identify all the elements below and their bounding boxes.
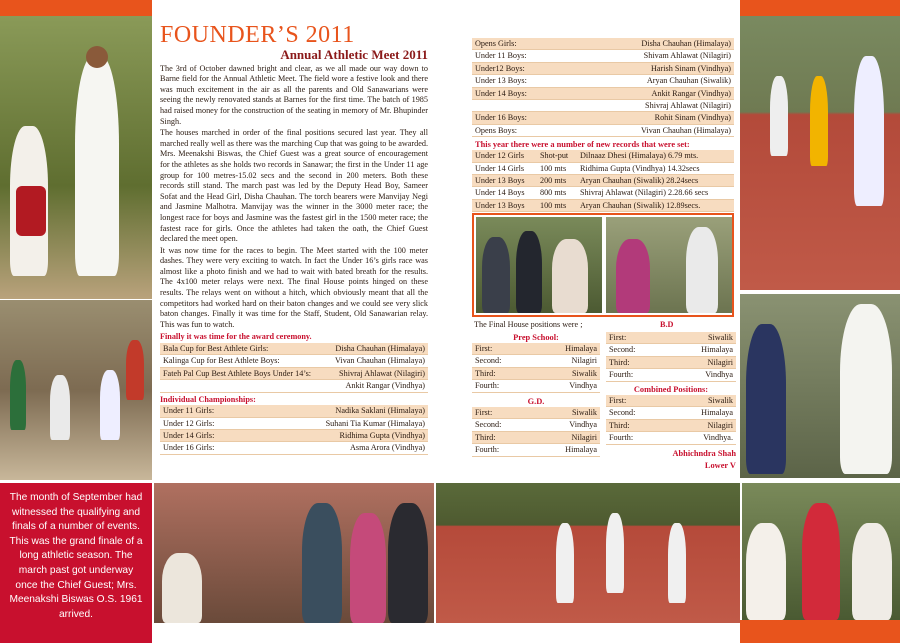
age-group: Under 16 Boys: (472, 112, 571, 124)
age-group: Under12 Boys: (472, 62, 571, 74)
table-row (472, 62, 734, 74)
championships-continued-table (472, 38, 734, 137)
house: Siwalik (666, 332, 736, 344)
position: Fourth: (606, 432, 666, 444)
article-subtitle: Annual Athletic Meet 2011 (280, 47, 428, 62)
table-row (472, 124, 734, 136)
table-row (472, 162, 734, 174)
table-row (472, 87, 734, 99)
bd-title: B.D (660, 320, 674, 329)
guests-photo-frame (472, 213, 734, 317)
bottom-right-accent-bar (740, 620, 900, 643)
table-row (472, 407, 600, 419)
gd-title: G.D. (527, 397, 545, 406)
house: Nilagiri (531, 431, 600, 443)
position: Second: (606, 407, 666, 419)
champion: Ankit Rangar (Vindhya) (571, 87, 734, 99)
house: Vindhya (531, 419, 600, 431)
positions-table (606, 332, 736, 382)
article-paragraph: The 3rd of October dawned bright and clear, as we all made our way down to Barne field for the Annual Athletic Meet. The field wore a festive look and there was much excitement in the air as all the parents and Old Sanawarians were seeing the newly renovated stands at Barnes for the first time. The batch of 1985 had raised money for the construction of the seating in memory of Mr. Bhupinder Singh. (160, 63, 428, 126)
record-group: Under 13 Boys (472, 199, 537, 211)
championships-heading: Individual Championships: (160, 394, 256, 404)
records-table (472, 150, 734, 212)
results-column (472, 38, 734, 212)
award-winner: Ankit Rangar (Vindhya) (325, 380, 428, 392)
house: Himalaya (666, 407, 736, 419)
record-result: Dilnaaz Dhesi (Himalaya) 6.79 mts. (577, 150, 734, 162)
table-row (160, 380, 428, 392)
girls-race-photo (436, 483, 740, 623)
relay-race-photo (0, 300, 152, 480)
top-right-accent-bar (740, 0, 900, 16)
table-row (472, 343, 600, 355)
record-event: Shot-put (537, 150, 577, 162)
intro-caption: The month of September had witnessed the qualifying and finals of a number of events. This was the grand finale of a long athletic season. The march past got underway once the Chief Guest; Mrs. Meenakshi Biswas O.S. 1961 arrived. (0, 483, 152, 643)
table-row (472, 380, 600, 392)
position: Third: (606, 356, 666, 368)
age-group: Under 16 Girls: (160, 442, 255, 454)
champion: Asma Arora (Vindhya) (255, 442, 429, 454)
records-heading: This year there were a number of new records that were set: (475, 140, 690, 150)
record-event: 200 mts (537, 175, 577, 187)
age-group: Under 14 Girls: (160, 430, 255, 442)
champion: Vivan Chauhan (Himalaya) (571, 124, 734, 136)
table-row (472, 444, 600, 456)
sprint-race-photo (740, 16, 900, 290)
position: First: (472, 407, 531, 419)
award-winner: Vivan Chauhan (Himalaya) (325, 355, 428, 367)
position: First: (606, 332, 666, 344)
award-name: Bala Cup for Best Athlete Girls: (160, 343, 325, 355)
table-row (160, 355, 428, 367)
record-result: Aryan Chauhan (Siwalik) 28.24secs (577, 175, 734, 187)
table-row (160, 442, 428, 454)
table-row (160, 367, 428, 379)
trophy-winners-photo (742, 483, 900, 620)
author-name: Abhichndra Shah (672, 449, 736, 458)
award-winner: Shivraj Ahlawat (Nilagiri) (325, 367, 428, 379)
record-event: 100 mts (537, 162, 577, 174)
position: Third: (472, 431, 531, 443)
champion: Suhani Tia Kumar (Himalaya) (255, 417, 429, 429)
champion: Harish Sinam (Vindhya) (571, 62, 734, 74)
table-row (472, 112, 734, 124)
award-handover-photo (740, 294, 900, 478)
gd-positions (472, 396, 600, 457)
award-winner: Disha Chauhan (Himalaya) (325, 343, 428, 355)
table-row (472, 75, 734, 87)
house: Nilagiri (666, 356, 736, 368)
page-title: FOUNDER’S 2011 (160, 22, 355, 48)
article-paragraph: The houses marched in order of the final positions secured last year. They all marched really well as there was the marching Cup that was going to be awarded. Mrs. Meenakshi Biswas, the Chief Guest was a great source of encouragement for the athletes as she holds two records in Sanawar; the first in the Under 11 age group for 100 metres-15.02 secs and the second in 200 meters. Both these records still stand. The march past was led by the Deputy Head Boy, Sameer Sofat and the Head Girl, Disha Chauhan. The torch bearers were Manvijay Negi and Jasmine Malhotra. Manvijay was the winner in the 3000 meter race; the longest race for boys and Jasmine was the fastest girl in the 1500 meter race; the fastest race for girls. Once the athletes had taken the oath, the Chief Guest declared the meet open. (160, 128, 428, 244)
combined-title: Combined Positions: (633, 385, 709, 394)
awards-table (160, 343, 428, 393)
house: Siwalik (666, 395, 736, 407)
table-row (160, 343, 428, 355)
award-name: Fateh Pal Cup Best Athlete Boys Under 14’s: (160, 367, 325, 379)
champion: Shivraj Ahlawat (Nilagiri) (571, 100, 734, 112)
award-name: Kalinga Cup for Best Athlete Boys: (160, 355, 325, 367)
table-row (472, 419, 600, 431)
age-group: Opens Boys: (472, 124, 571, 136)
article-column (160, 22, 428, 455)
bd-positions (606, 332, 736, 382)
house: Himalaya (531, 343, 600, 355)
house: Siwalik (531, 367, 600, 379)
champion: Rohit Sinam (Vindhya) (571, 112, 734, 124)
age-group: Under 11 Girls: (160, 405, 255, 417)
age-group: Under 13 Boys: (472, 75, 571, 87)
champion: Disha Chauhan (Himalaya) (571, 38, 734, 50)
article-paragraph: It was now time for the races to begin. The Meet started with the 100 meter dashes. They were very exciting to watch. In fact the Under 16’s girls race was almost like a photo finish and we had to wait with bated breath for the results. The 4x100 meter relays were next. The final House points hinged on these results. The relays went on without a hitch, which obviously meant that all the competitors had worked hard on their baton changes and we could see very slick baton changes. Finally it was time for the Staff, Student, Old Sanawarian relay. This was fun to watch. (160, 245, 428, 329)
combined-positions (606, 384, 736, 445)
prep-school-positions (472, 332, 600, 393)
champion: Aryan Chauhan (Siwalik) (571, 75, 734, 87)
table-row (606, 369, 736, 381)
record-result: Aryan Chauhan (Siwalik) 12.89secs. (577, 199, 734, 211)
table-row (472, 150, 734, 162)
top-left-accent-bar (0, 0, 152, 16)
championships-table (160, 405, 428, 455)
table-row (472, 175, 734, 187)
table-row (472, 187, 734, 199)
age-group: Under 12 Girls: (160, 417, 255, 429)
table-row (472, 199, 734, 211)
champion: Ridhima Gupta (Vindhya) (255, 430, 429, 442)
age-group: Under 14 Boys: (472, 87, 571, 99)
age-group (472, 100, 571, 112)
awards-heading: Finally it was time for the award ceremony. (160, 332, 312, 342)
table-row (606, 332, 736, 344)
positions-table (472, 343, 600, 393)
record-group: Under 13 Boys (472, 175, 537, 187)
position: Fourth: (472, 444, 531, 456)
record-result: Shivraj Ahlawat (Nilagiri) 2.28.66 secs (577, 187, 734, 199)
author-class: Lower V (704, 461, 736, 470)
table-row (472, 367, 600, 379)
position: Third: (606, 419, 666, 431)
table-row (606, 344, 736, 356)
table-row (160, 405, 428, 417)
position: Second: (472, 355, 531, 367)
position: Fourth: (472, 380, 531, 392)
torch-bearers-photo (0, 16, 152, 299)
table-row (160, 430, 428, 442)
house: Vindhya (531, 380, 600, 392)
table-row (472, 355, 600, 367)
table-row (606, 356, 736, 368)
table-row (606, 407, 736, 419)
record-event: 800 mts (537, 187, 577, 199)
positions-table (472, 407, 600, 457)
table-row (472, 50, 734, 62)
positions-table (606, 395, 736, 445)
dignitaries-photo (154, 483, 434, 623)
champion: Nadika Saklani (Himalaya) (255, 405, 429, 417)
author-signature (606, 448, 736, 472)
award-name (160, 380, 325, 392)
prize-giving-photo (606, 217, 732, 313)
house: Siwalik (531, 407, 600, 419)
chief-guest-photo (476, 217, 602, 313)
table-row (472, 100, 734, 112)
position: Third: (472, 367, 531, 379)
table-row (472, 38, 734, 50)
position: Second: (472, 419, 531, 431)
record-group: Under 14 Boys (472, 187, 537, 199)
record-group: Under 12 Girls (472, 150, 537, 162)
table-row (472, 431, 600, 443)
champion: Shivam Ahlawat (Nilagiri) (571, 50, 734, 62)
house: Nilagiri (531, 355, 600, 367)
record-group: Under 14 Girls (472, 162, 537, 174)
record-result: Ridhima Gupta (Vindhya) 14.32secs (577, 162, 734, 174)
position: First: (472, 343, 531, 355)
age-group: Under 11 Boys: (472, 50, 571, 62)
position: First: (606, 395, 666, 407)
final-positions-title: The Final House positions were ; (474, 320, 583, 329)
table-row (606, 432, 736, 444)
table-row (606, 419, 736, 431)
age-group: Opens Girls: (472, 38, 571, 50)
record-event: 100 mts (537, 199, 577, 211)
house: Vindhya. (666, 432, 736, 444)
position: Fourth: (606, 369, 666, 381)
house: Himalaya (666, 344, 736, 356)
table-row (160, 417, 428, 429)
house: Vindhya (666, 369, 736, 381)
prep-school-title: Prep School: (513, 333, 559, 342)
position: Second: (606, 344, 666, 356)
table-row (606, 395, 736, 407)
house: Nilagiri (666, 419, 736, 431)
house: Himalaya (531, 444, 600, 456)
